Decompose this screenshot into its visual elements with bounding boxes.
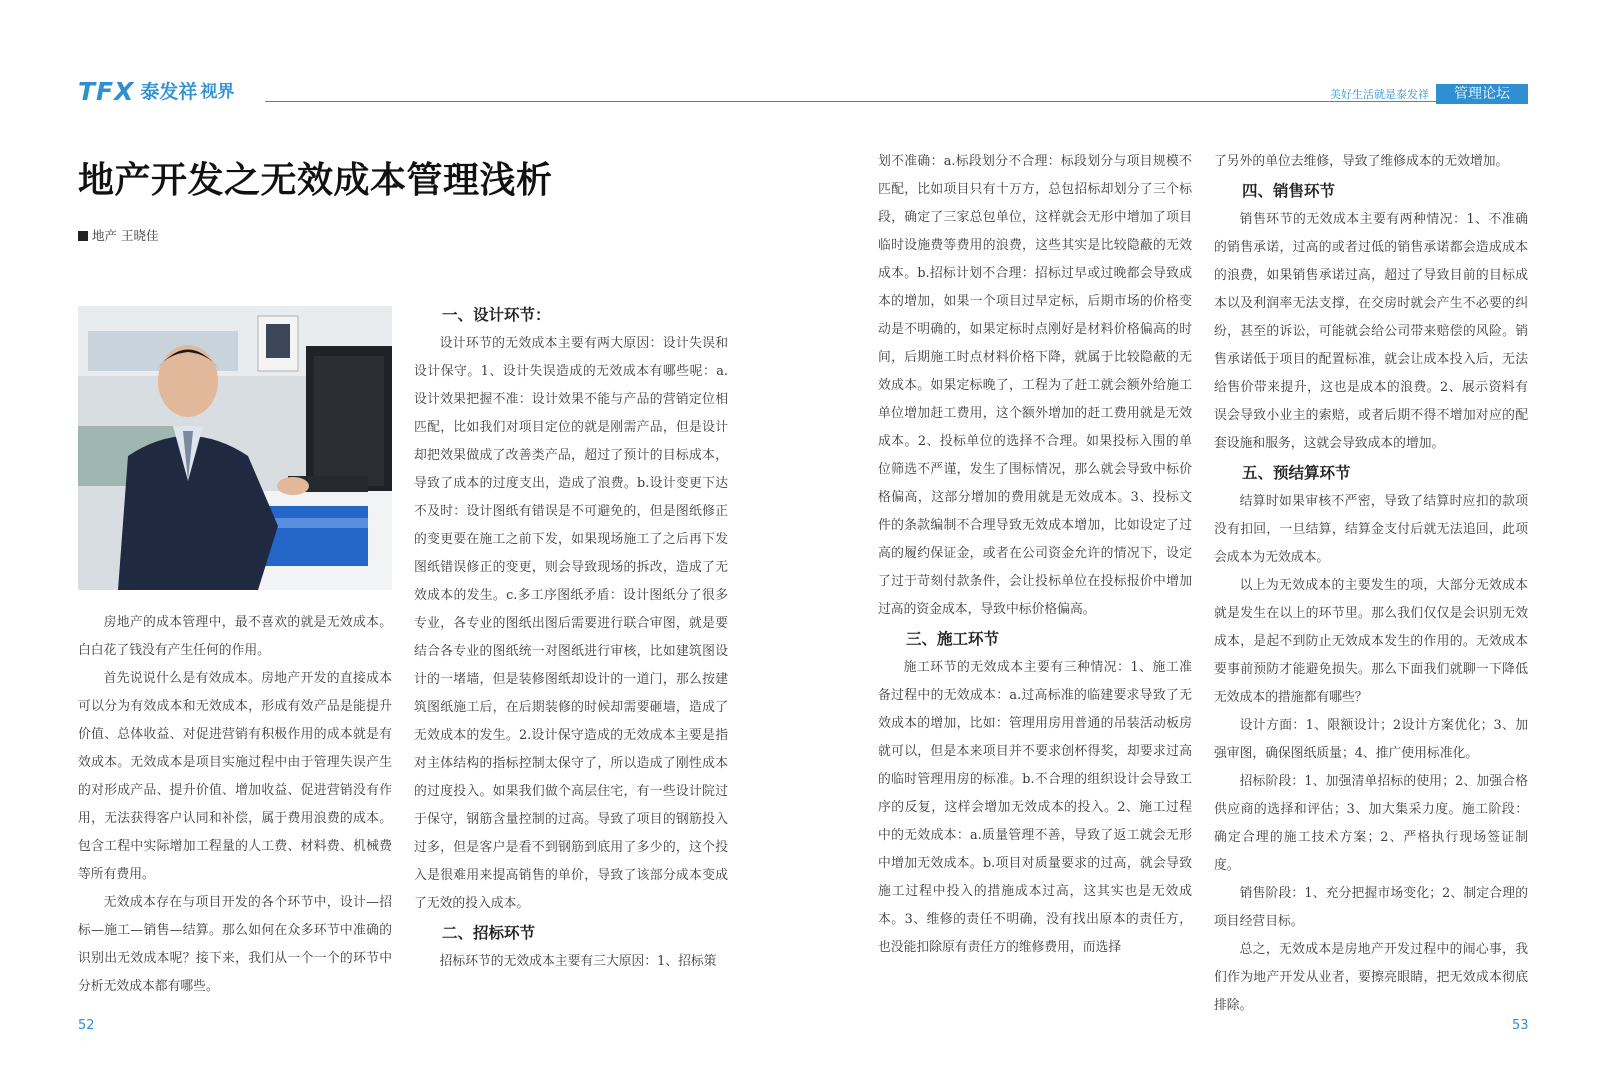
paragraph: 划不准确：a.标段划分不合理：标段划分与项目规模不匹配，比如项目只有十万方，总包招标却划分了三个标段，确定了三家总包单位，这样就会无形中增加了项目临时设施费等费用的浪费，这些其实是比较隐蔽的无效成本。b.招标计划不合理：招标过早或过晚都会导致成本的增加，如果一个项目过早定标，后期市场的价格变动是不明确的，如果定标时点刚好是材料价格偏高的时间，后期施工时点材料价格下降，就属于比较隐蔽的无效成本。如果定标晚了，工程为了赶工就会额外给施工单位增加赶工费用，这个额外增加的赶工费用就是无效成本。2、投标单位的选择不合理。如果投标入围的单位筛选不严谨，发生了围标情况，那么就会导致中标价格偏高，这部分增加的费用就是无效成本。3、投标文件的条款编制不合理导致无效成本增加，比如设定了过高的履约保证金，或者在公司资金允许的情况下，设定了过于苛刻付款条件，会让投标单位在投标报价中增加过高的资金成本，导致中标价格偏高。: [878, 154, 1192, 617]
page-number-right: 53: [1512, 1018, 1529, 1033]
paragraph: 设计环节的无效成本主要有两大原因：设计失误和设计保守。1、设计失误造成的无效成本有哪些呢：a.设计效果把握不准：设计效果不能与产品的营销定位相匹配，比如我们对项目定位的就是刚需产品，但是设计却把效果做成了改善类产品，超过了预计的目标成本，导致了成本的过度支出，造成了浪费。b.设计变更下达不及时：设计图纸有错误是不可避免的，但是图纸修正的变更要在施工之前下发，如果现场施工了之后再下发图纸错误修正的变更，则会导致现场的拆改，造成了无效成本的发生。c.多工序图纸矛盾：设计图纸分了很多专业，各专业的图纸出图后需要进行联合审图，就是要结合各专业的图纸统一对图纸进行审核，比如建筑图设计的一堵墙，但是装修图纸却设计的一道门，那么按建筑图纸施工后，在后期装修的时候却需要砸墙，造成了无效成本的发生。2.设计保守造成的无效成本主要是指对主体结构的指标控制太保守了，所以造成了刚性成本的过度投入。如果我们做个高层住宅，有一些设计院过于保守，钢筋含量控制的过高。导致了项目的钢筋投入过多，但是客户是看不到钢筋到底用了多少的，这个投入是很难用来提高销售的单价，导致了该部分成本变成了无效的投入成本。: [414, 336, 728, 911]
paragraph: 招标环节的无效成本主要有三大原因：1、招标策: [439, 954, 717, 969]
paragraph: 总之，无效成本是房地产开发过程中的闹心事，我们作为地产开发从业者，要擦亮眼睛，把无效成本彻底排除。: [1214, 942, 1528, 1013]
header-slogan: 美好生活就是泰发祥: [1330, 88, 1429, 101]
article-column-3: [878, 148, 1192, 962]
section-heading-bidding: 二、招标环节: [442, 924, 536, 942]
paragraph: 结算时如果审核不严密，导致了结算时应扣的款项没有扣回，一旦结算，结算金支付后就无法追回，此项会成本为无效成本。: [1214, 494, 1528, 565]
paragraph: 了另外的单位去维修，导致了维修成本的无效增加。: [1214, 154, 1509, 169]
paragraph: 无效成本存在与项目开发的各个环节中，设计—招标—施工—销售—结算。那么如何在众多环节中准确的识别出无效成本呢？接下来，我们从一个一个的环节中分析无效成本都有哪些。: [78, 895, 392, 994]
paragraph: 销售阶段：1、充分把握市场变化；2、制定合理的项目经营目标。: [1214, 886, 1528, 929]
article-column-2: [414, 300, 728, 976]
section-tab: 管理论坛: [1436, 84, 1528, 104]
paragraph: 首先说说什么是有效成本。房地产开发的直接成本可以分为有效成本和无效成本，形成有效产品是能提升价值、总体收益、对促进营销有积极作用的成本就是有效成本。无效成本是项目实施过程中由于管理失误产生的对形成产品、提升价值、增加收益、促进营销没有作用，无法获得客户认同和补偿，属于费用浪费的成本。包含工程中实际增加工程量的人工费、材料费、机械费等所有费用。: [78, 671, 392, 882]
paragraph: 销售环节的无效成本主要有两种情况：1、不准确的销售承诺，过高的或者过低的销售承诺都会造成成本的浪费，如果销售承诺过高，超过了导致目前的目标成本以及利润率无法支撑，在交房时就会产生不必要的纠纷，甚至的诉讼，可能就会给公司带来赔偿的风险。销售承诺低于项目的配置标准，就会让成本投入后，无法给售价带来提升，这也是成本的浪费。2、展示资料有误会导致小业主的索赔，或者后期不得不增加对应的配套设施和服务，这就会导致成本的增加。: [1214, 212, 1528, 451]
paragraph: 设计方面：1、限额设计；2设计方案优化；3、加强审图，确保图纸质量；4、推广使用标准化。: [1214, 718, 1528, 761]
logo-chinese-name: 泰发祥: [140, 81, 198, 103]
article-title: 地产开发之无效成本管理浅析: [78, 160, 553, 201]
logo-suffix: 视界: [200, 82, 235, 102]
magazine-logo: [78, 77, 235, 106]
paragraph: 以上为无效成本的主要发生的项，大部分无效成本就是发生在以上的环节里。那么我们仅仅是会识别无效成本，是起不到防止无效成本发生的作用的。无效成本要事前预防才能避免损失。那么下面我们就聊一下降低无效成本的措施都有哪些？: [1214, 578, 1528, 705]
article-column-1: [78, 609, 392, 1001]
author-photo: [78, 306, 392, 590]
office-photo-illustration: [78, 306, 392, 590]
section-heading-settlement: 五、预结算环节: [1242, 464, 1351, 482]
byline-text: 地产 王晓佳: [92, 228, 159, 243]
section-heading-sales: 四、销售环节: [1242, 182, 1336, 200]
article-column-4: [1214, 148, 1528, 1020]
paragraph: 招标阶段：1、加强清单招标的使用；2、加强合格供应商的选择和评估；3、加大集采力度。施工阶段：确定合理的施工技术方案；2、严格执行现场签证制度。: [1214, 774, 1528, 873]
paragraph: 房地产的成本管理中，最不喜欢的就是无效成本。白白花了钱没有产生任何的作用。: [78, 615, 392, 658]
article-byline: [78, 226, 158, 244]
square-bullet-icon: [78, 231, 88, 241]
paragraph: 施工环节的无效成本主要有三种情况：1、施工准备过程中的无效成本：a.过高标准的临建要求导致了无效成本的增加，比如：管理用房用普通的吊装活动板房就可以，但是本来项目并不要求创杯得奖，却要求过高的临时管理用房的标准。b.不合理的组织设计会导致工序的反复，这样会增加无效成本的投入。2、施工过程中的无效成本：a.质量管理不善，导致了返工就会无形中增加无效成本。b.项目对质量要求的过高，就会导致施工过程中投入的措施成本过高，这其实也是无效成本。3、维修的责任不明确，没有找出原本的责任方，也没能扣除原有责任方的维修费用，而选择: [878, 660, 1192, 955]
page-number-left: 52: [78, 1018, 95, 1033]
section-heading-construction: 三、施工环节: [906, 630, 1000, 648]
logo-tfx: TFX: [78, 77, 135, 106]
section-heading-design: 一、设计环节：: [442, 306, 551, 324]
